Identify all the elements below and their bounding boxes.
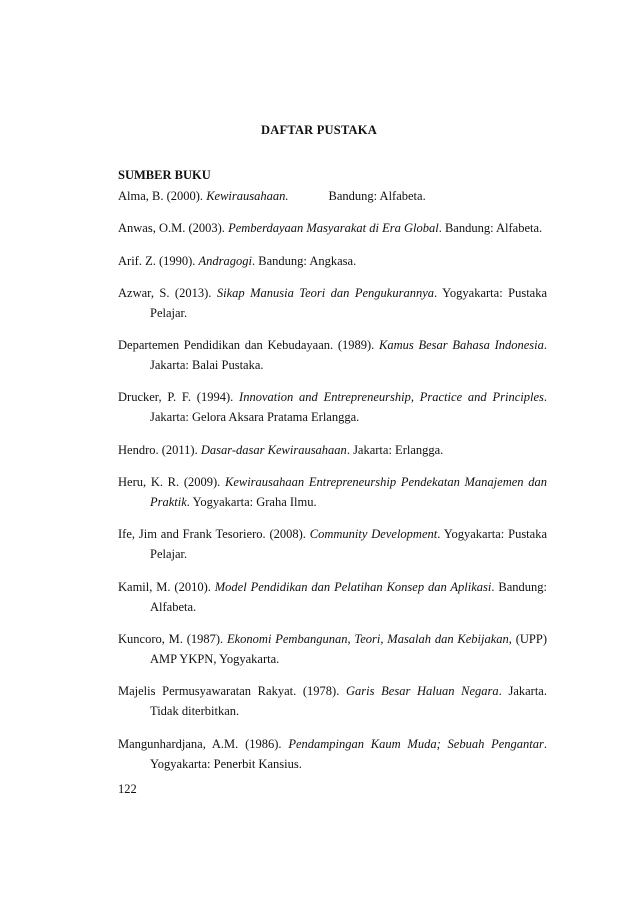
reference-author-year: Hendro. (2011). [118,442,201,457]
reference-entry [118,577,547,617]
reference-entry [118,218,547,238]
reference-author-year: Kuncoro, M. (1987). [118,631,227,646]
reference-entry [118,387,547,427]
reference-title: Pendampingan Kaum Muda; Sebuah Pengantar [288,736,544,751]
reference-entry [118,283,547,323]
reference-title: Andragogi [198,253,253,268]
reference-title: Dasar-dasar Kewirausahaan [200,442,347,457]
reference-title: Kewirausahaan. [206,189,289,203]
reference-entry [118,472,547,512]
reference-publisher: . Bandung: Alfabeta. [438,221,543,236]
reference-author-year: Mangunhardjana, A.M. (1986). [118,736,289,751]
reference-publisher: . Yogyakarta: Penerbit Kansius. [150,736,547,771]
reference-publisher: . Bandung: Alfabeta. [150,579,548,614]
reference-title: Kamus Besar Bahasa Indonesia [379,338,544,353]
reference-author-year: Alma, B. (2000). [118,189,207,203]
reference-author-year: Heru, K. R. (2009). [118,475,225,490]
reference-author-year: Kamil, M. (2010). [118,579,215,594]
reference-title: Kewirausahaan Entrepreneurship Pendekatan Manajemen dan Praktik [150,475,547,510]
reference-entry [118,629,547,669]
reference-author-year: Departemen Pendidikan dan Kebudayaan. (1989). [118,338,380,353]
reference-publisher: . Yogyakarta: Pustaka Pelajar. [150,285,548,320]
reference-title: Community Development [309,527,438,542]
reference-author-year: Arif. Z. (1990). [118,253,199,268]
reference-publisher: . Bandung: Angkasa. [252,253,357,268]
reference-publisher: , (UPP) AMP YKPN, Yogyakarta. [150,631,547,666]
reference-author-year: Ife, Jim and Frank Tesoriero. (2008). [118,527,310,542]
reference-title: Pemberdayaan Masyarakat di Era Global [228,221,439,236]
reference-entry [118,440,547,460]
section-heading: SUMBER BUKU [118,168,211,182]
reference-author-year: Anwas, O.M. (2003). [118,221,229,236]
reference-entry [118,186,547,206]
reference-publisher: Bandung: Alfabeta. [328,189,426,203]
reference-entry [118,335,547,375]
reference-publisher: . Jakarta: Gelora Aksara Pratama Erlangga. [150,390,547,425]
reference-title: Sikap Manusia Teori dan Pengukurannya [216,285,435,300]
reference-title: Ekonomi Pembangunan, Teori, Masalah dan Kebijakan [227,631,509,646]
reference-title: Garis Besar Haluan Negara [346,684,499,699]
reference-author-year: Majelis Permusyawaratan Rakyat. (1978). [118,684,347,699]
reference-list [118,186,547,786]
reference-entry [118,734,547,774]
reference-title: Model Pendidikan dan Pelatihan Konsep dan Aplikasi [214,579,492,594]
reference-publisher: . Yogyakarta: Pustaka Pelajar. [150,527,548,562]
reference-title: Innovation and Entrepreneurship, Practice and Principles [239,390,544,405]
reference-publisher: . Jakarta: Erlangga. [346,442,444,457]
reference-entry [118,524,547,564]
reference-publisher: . Jakarta. Tidak diterbitkan. [150,684,547,719]
page-title: DAFTAR PUSTAKA [261,123,377,137]
page-number: 122 [118,782,137,796]
reference-publisher: . Jakarta: Balai Pustaka. [150,338,547,373]
reference-author-year: Drucker, P. F. (1994). [118,390,240,405]
reference-entry [118,251,547,271]
reference-publisher: . Yogyakarta: Graha Ilmu. [186,495,317,510]
reference-entry [118,681,547,721]
reference-author-year: Azwar, S. (2013). [118,285,217,300]
